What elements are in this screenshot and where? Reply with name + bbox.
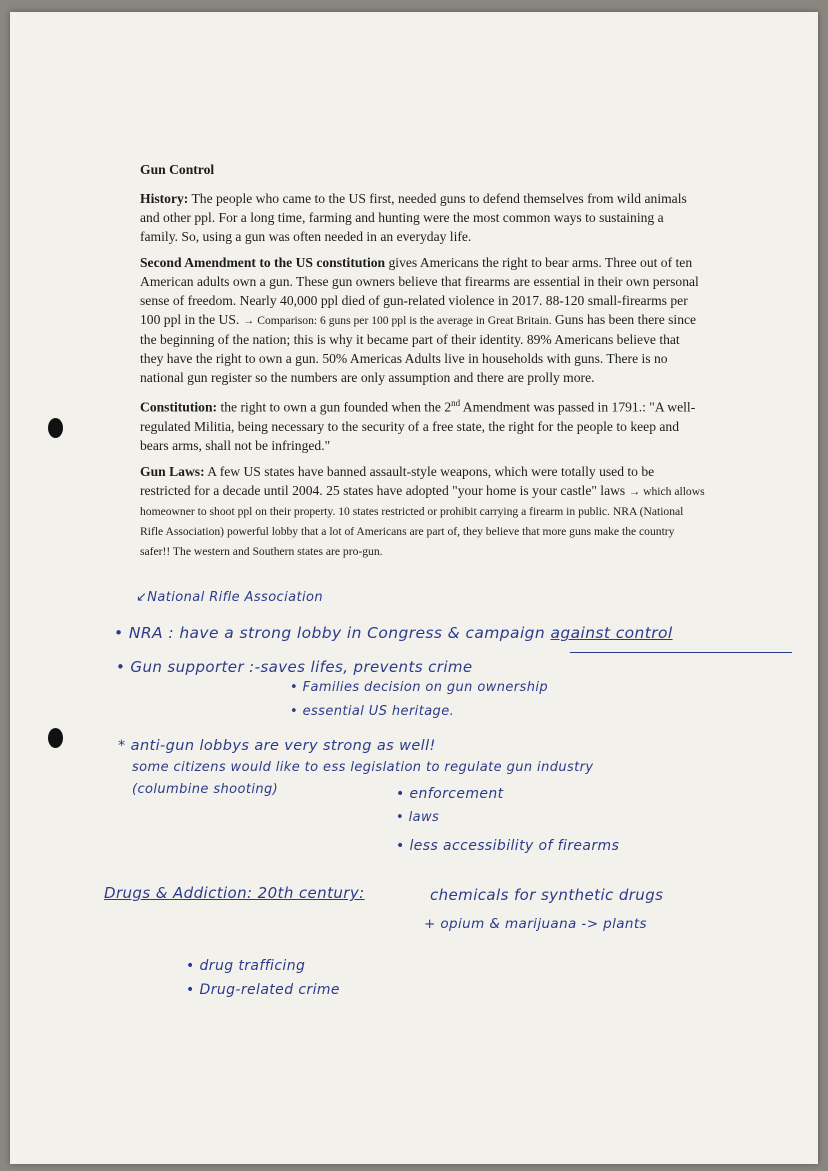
note-anti-gun-5: • laws — [396, 810, 440, 825]
second-amendment-text1: gives Americans the right to bear arms. Three out of ten American adults own a gun. These gun owners believe that firearms are essential in their own personal sense of freedom. Nearly 40,000 ppl died of gun-related violence in 2017. 88-120 small-firearms per 100 ppl in the US. — [140, 255, 699, 327]
note-anti-gun-1: * anti-gun lobbys are very strong as well! — [118, 738, 436, 754]
history-paragraph — [140, 189, 705, 246]
note-anti-gun-6: • less accessibility of firearms — [396, 838, 620, 854]
history-text: The people who came to the US first, needed guns to defend themselves from wild animals and other ppl. For a long time, farming and hunting were the most common ways to sustaining a family. So, using a gun was often needed in an everyday life. — [140, 191, 687, 244]
note-drugs-heading: Drugs & Addiction: 20th century: — [104, 884, 365, 902]
constitution-sup: nd — [451, 398, 461, 408]
note-anti-gun-2: some citizens would like to ess legislation to regulate gun industry — [132, 760, 594, 775]
note-nra — [114, 624, 673, 642]
second-amendment-text2: Guns has been there since the beginning of the nation; this is why it became part of their identity. 89% Americans believe that they have the right to own a gun. 50% Americas Adults live in households with guns. There is no national gun register so the numbers are only assumption and there are prolly more. — [140, 312, 697, 385]
note-nra-underline — [570, 652, 792, 653]
constitution-text2: Amendment was passed in 1791.: "A well-regulated Militia, being necessary to the security of a free state, the right for the people to keep and bears arms, shall not be infringed." — [140, 399, 696, 453]
note-anti-gun-4: • enforcement — [396, 786, 504, 802]
history-lead: History: — [140, 191, 189, 206]
second-amendment-paragraph — [140, 253, 705, 387]
punch-hole-top — [48, 418, 63, 438]
note-drugs-3: • drug trafficing — [186, 958, 306, 974]
second-amendment-lead: Second Amendment to the US constitution — [140, 255, 386, 270]
page-title: Gun Control — [140, 162, 215, 177]
note-drugs-4: • Drug-related crime — [186, 982, 340, 998]
printed-text — [140, 160, 705, 568]
notebook-page — [10, 12, 818, 1164]
gun-laws-lead: Gun Laws: — [140, 463, 205, 479]
constitution-text1: the right to own a gun founded when the 2 — [217, 399, 452, 415]
gun-laws-paragraph — [140, 462, 705, 561]
punch-hole-bottom — [48, 728, 63, 748]
constitution-lead: Constitution: — [140, 399, 218, 415]
note-supporters-item-2: • essential US heritage. — [290, 704, 455, 719]
note-drugs-1: chemicals for synthetic drugs — [430, 886, 664, 904]
second-amendment-comparison: → Comparison: 6 guns per 100 ppl is the average in Great Britain. — [242, 314, 552, 327]
note-nra-full-name: ↙National Rifle Association — [136, 590, 323, 605]
note-nra-text: • NRA : have a strong lobby in Congress & campaign — [114, 624, 546, 642]
note-gun-supporters: • Gun supporter :-saves lifes, prevents crime — [116, 658, 473, 676]
note-supporters-item-1: • Families decision on gun ownership — [290, 680, 548, 695]
gun-laws-text: A few US states have banned assault-style weapons, which were totally used to be restricted for a decade until 2004. 25 states have adopted "your home is your castle" laws — [140, 463, 655, 498]
note-nra-underlined: against control — [550, 624, 673, 642]
constitution-paragraph — [140, 394, 705, 455]
note-drugs-2: + opium & marijuana -> plants — [424, 916, 647, 932]
gun-laws-small-text: → which allows homeowner to shoot ppl on their property. 10 states restricted or prohibit carrying a firearm in public. NRA (National Rifle Association) powerful lobby that a lot of Americans are part of, they believe that more guns make the country safer!! The western and Southern states are pro-gun. — [140, 484, 705, 558]
note-anti-gun-3: (columbine shooting) — [132, 782, 279, 797]
